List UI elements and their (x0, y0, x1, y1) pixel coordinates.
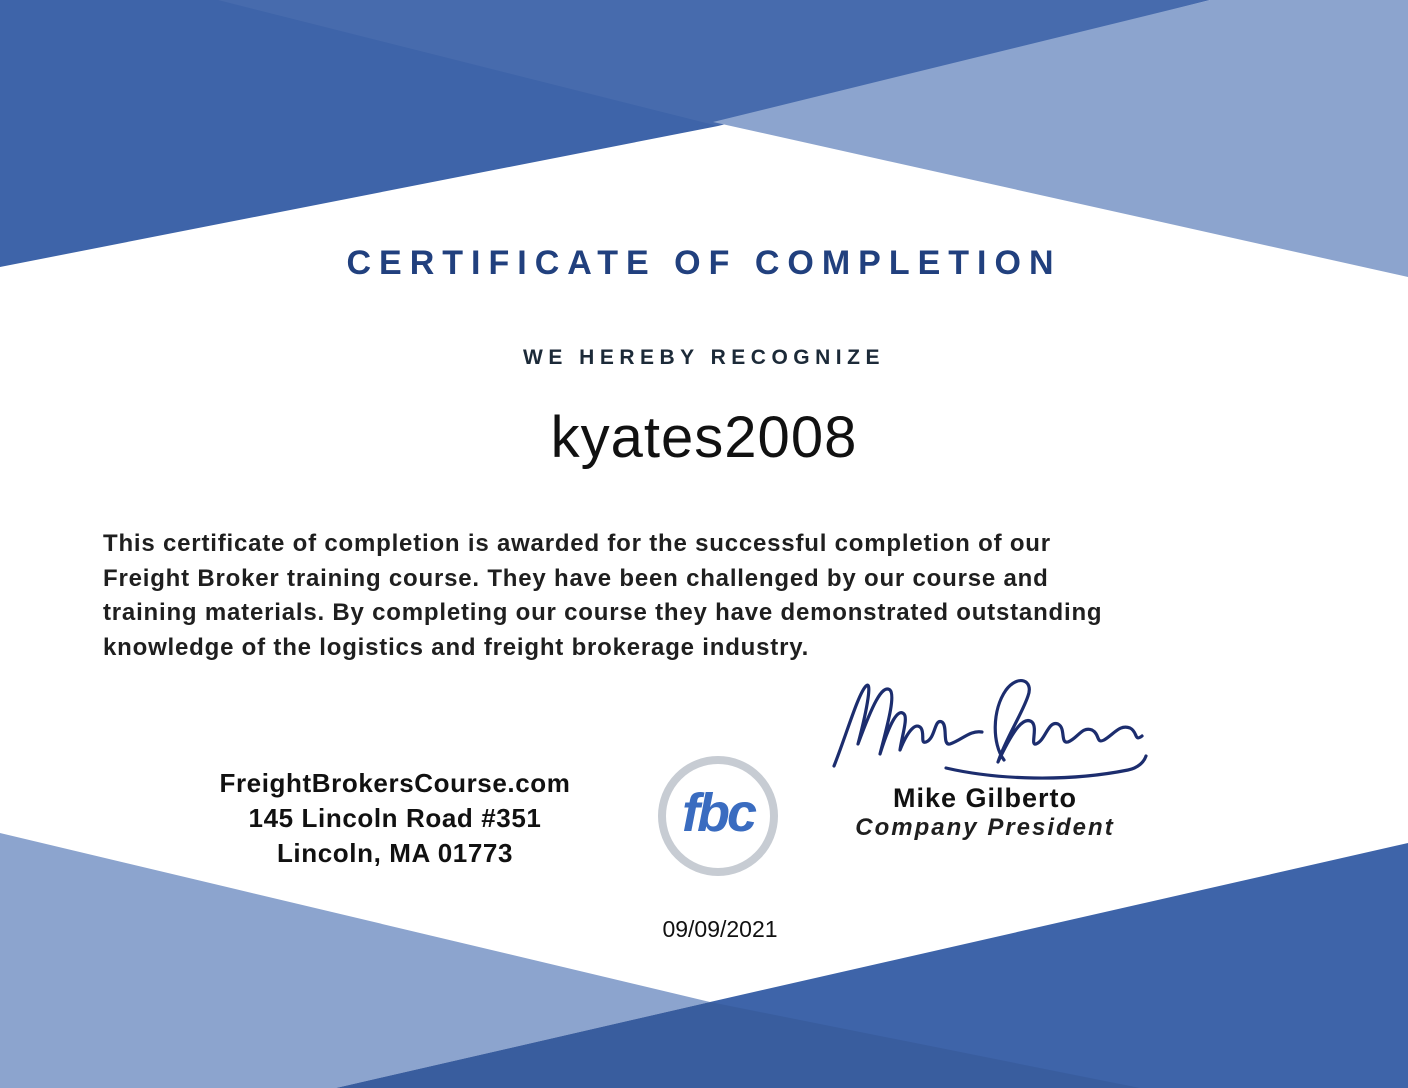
body-line: knowledge of the logistics and freight brokerage industry. (103, 633, 810, 661)
certificate-body (103, 527, 1403, 665)
organization-name: FreightBrokersCourse.com (219, 768, 571, 798)
organization-block (145, 766, 645, 871)
signer-name: Mike Gilberto (892, 783, 1078, 813)
fbc-logo-text: fbc (682, 783, 754, 843)
recipient-name: kyates2008 (550, 405, 858, 470)
certificate-title: CERTIFICATE OF COMPLETION (346, 244, 1062, 282)
signature-stroke-second (995, 681, 1142, 762)
certificate-subtitle: WE HEREBY RECOGNIZE (523, 346, 885, 369)
body-line: This certificate of completion is awarded for the successful completion of our (103, 530, 1051, 557)
organization-address-line1: 145 Lincoln Road #351 (248, 803, 542, 833)
body-line: training materials. By completing our course they have demonstrated outstanding (103, 599, 1103, 626)
certificate-date: 09/09/2021 (662, 916, 778, 942)
organization-address-line2: Lincoln, MA 01773 (276, 838, 514, 868)
signer-title: Company President (855, 814, 1115, 841)
signature-image (828, 672, 1148, 792)
signature-stroke-first (834, 685, 982, 766)
signature-stroke-underline (946, 756, 1146, 778)
body-line: Freight Broker training course. They have been challenged by our course and (103, 564, 1049, 592)
fbc-logo (658, 756, 778, 876)
